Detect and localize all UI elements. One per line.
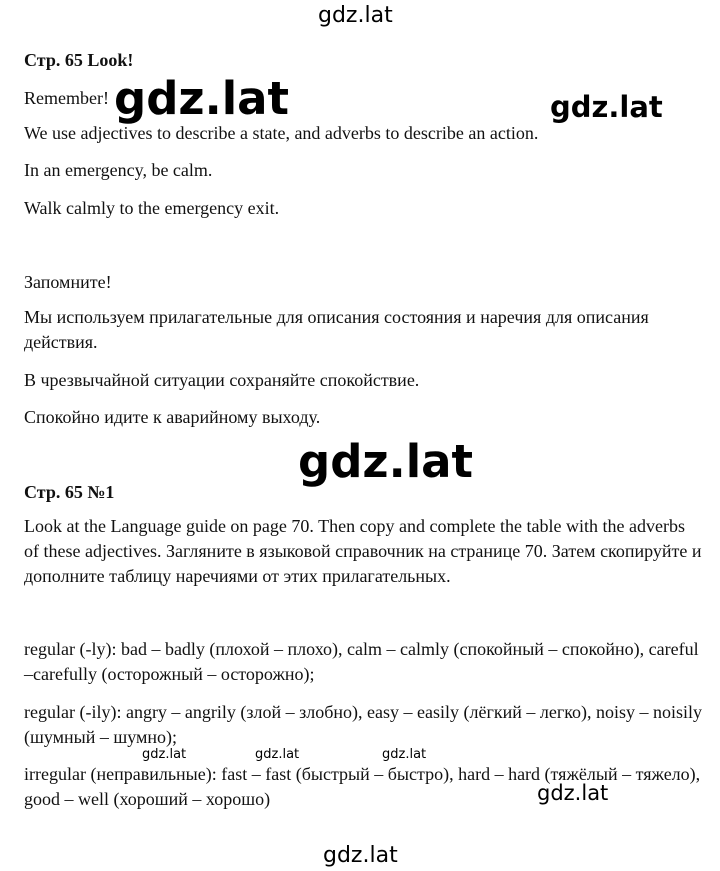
rule-text: We use adjectives to describe a state, and adverbs to describe an action. — [24, 123, 539, 143]
answer-irregular: irregular (неправильные): fast – fast (быстрый – быстро), hard – hard (тяжёлый – тяжело), good – well (хороший – хорошо) — [24, 764, 701, 809]
watermark-small-1: gdz.lat — [142, 747, 187, 762]
example-2: Walk calmly to the emergency exit. — [24, 198, 280, 218]
watermark-mid: gdz.lat — [537, 781, 609, 805]
example-1: In an emergency, be calm. — [24, 160, 213, 180]
watermark-big-2: gdz.lat — [550, 90, 663, 124]
ru-rule-text: Мы используем прилагательные для описания состояния и наречия для описания действия. — [24, 307, 649, 352]
task-text: Look at the Language guide on page 70. Then copy and complete the table with the adverbs of these adjectives. Загляните в языковой справочник на странице 70. Затем скопируйте и дополните таблицу наречиями от этих прилагательных. — [24, 516, 702, 586]
watermark-small-3: gdz.lat — [382, 747, 427, 762]
ru-example-2: Спокойно идите к аварийному выходу. — [24, 407, 321, 427]
watermark-big-1: gdz.lat — [114, 72, 290, 125]
watermark-big-3: gdz.lat — [298, 435, 474, 488]
remember-label: Remember! — [24, 88, 109, 108]
answer-regular-ly: regular (-ly): bad – badly (плохой – плохо), calm – calmly (спокойный – спокойно), careful –carefully (осторожный – осторожно); — [24, 639, 699, 684]
section2-header: Стр. 65 №1 — [24, 482, 115, 502]
watermark-bottom: gdz.lat — [323, 843, 398, 868]
answer-regular-ily: regular (-ily): angry – angrily (злой – злобно), easy – easily (лёгкий – легко), noisy – noisily (шумный – шумно); — [24, 702, 703, 747]
watermark-small-2: gdz.lat — [255, 747, 300, 762]
watermark-top: gdz.lat — [318, 3, 393, 28]
section1-header: Стр. 65 Look! — [24, 50, 134, 70]
ru-remember-label: Запомните! — [24, 272, 112, 292]
ru-example-1: В чрезвычайной ситуации сохраняйте спокойствие. — [24, 370, 420, 390]
